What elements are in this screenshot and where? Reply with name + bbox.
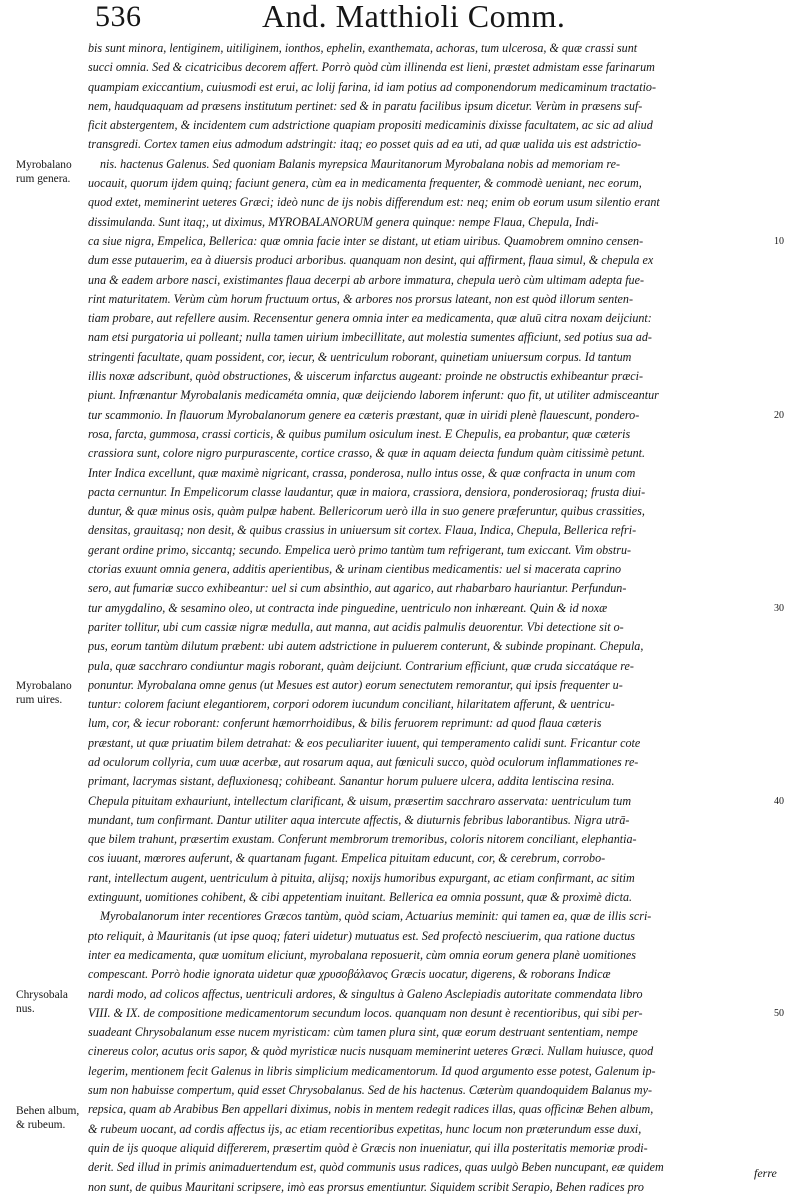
text-line: sum non habuisse compertum, quid esset Chrysobalanus. Sed de his hactenus. Cæterùm quandoquidem Balanus my-	[88, 1083, 652, 1098]
text-line: duntur, & quæ minus osis, quàm pulpæ habent. Bellericorum uerò illa in suo genere præferuntur, quibus crassities,	[88, 504, 645, 519]
text-line: extinguunt, uomitiones cohibent, & cibi appetentiam inuitant. Bellerica ea omnia possunt, quæ & proximè dicta.	[88, 890, 633, 905]
text-line: ad oculorum collyria, cum uuæ acerbæ, aut rosarum aqua, aut fœniculi succo, quòd oculorum inflammationes re-	[88, 754, 639, 769]
text-line: tur amygdalino, & sesamino oleo, ut contracta inde pinguedine, uentriculo non inhæreant. Quin & id noxæ	[88, 600, 608, 615]
text-line: mundant, tum confirmant. Dantur utiliter aqua intercute affectis, & diuturnis febribus laborantibus. Nigra utrā-	[88, 812, 630, 827]
text-line: piunt. Infrænantur Myrobalanis medicaméta omnia, quæ deijciendo laborem inferunt: quo fit, ut utiliter admisceantur	[88, 388, 659, 403]
text-line: illis noxæ adscribunt, quòd obstructiones, & uiscerum infarctus augeant: proinde ne obstructis exhibeantur præci-	[88, 369, 644, 384]
text-line: & rubeum uocant, ad cordis affectus ijs, ac etiam recentioribus expetitas, hunc locum non præterundum esse duxi,	[88, 1121, 642, 1136]
text-line: pto reliquit, à Mauritanis (ut ipse quoq; fateri uidetur) mutuatus est. Sed profectò nesciuerim, qua ratione ductus	[88, 928, 635, 943]
side-note: Chrysobala nus.	[16, 988, 68, 1015]
text-line: repsica, quam ab Arabibus Ben appellari diximus, nobis in mentem redegit radices illas, quas officinæ Behen album,	[88, 1102, 654, 1117]
text-line: gerant ordine primo, siccantq; secundo. Empelica uerò primo tantùm tum refrigerant, tum exiccant. Vim obstru-	[88, 542, 632, 557]
text-line: nam etsi purgatoria ui polleant; nulla tamen uirium imbecillitate, aut molestia sumentes afficiunt, sed potius sua ad-	[88, 330, 652, 345]
text-line: ctorias exuunt omnia genera, additis aperientibus, & urinam cientibus medicamentis: uel si macerata caprino	[88, 562, 622, 577]
margin-line-number: 40	[774, 795, 784, 807]
text-line: nis. hactenus Galenus. Sed quoniam Balanis myrepsica Mauritanorum Myrobalana nobis ad memoriam re-	[100, 156, 620, 171]
text-line: præstant, ut quæ priuatim bilem detrahat: & eos peculiariter iuuent, qui temperamento calidi sunt. Fricantur cote	[88, 735, 641, 750]
margin-line-number: 30	[774, 602, 784, 614]
text-line: quin de ijs quoque aliquid differerem, præsertim quòd è Græcis non inueniatur, qui illa posteritatis memoriæ prodi-	[88, 1140, 648, 1155]
text-line: rosa, farcta, gummosa, crassi corticis, & quibus pumilum osiculum inest. E Chepulis, ea probantur, quæ cæteris	[88, 426, 631, 441]
text-line: tuntur: colorem faciunt elegantiorem, corpori odorem iucundum conciliant, hilaritatem afferunt, & uentricu-	[88, 697, 615, 712]
running-head: And. Matthioli Comm.	[262, 0, 566, 34]
text-line: ca siue nigra, Empelica, Bellerica: quæ omnia facie inter se distant, ut etiam uiribus. Quamobrem omnino censen-	[88, 233, 644, 248]
body-text	[88, 39, 768, 1197]
text-line: stringenti facultate, quam possident, cor, iecur, & uentriculum roborant, quinetiam uniuersum corpus. Id tantum	[88, 349, 632, 364]
side-note: Behen album, & rubeum.	[16, 1104, 80, 1131]
margin-line-number: 10	[774, 236, 784, 247]
text-line: succi omnia. Sed & cicatricibus decorem affert. Porrò quòd cùm illinenda est lieni, præstet admistam esse farinarum	[88, 60, 655, 75]
text-line: non sunt, de quibus Mauritani scripsere, imò eas prorsus ementiuntur. Siquidem scribit Serapio, Behen radices pro	[88, 1179, 644, 1194]
text-line: Inter Indica excellunt, quæ maximè nigricant, crassa, ponderosa, nullo intus osse, & quæ confracta in unum com	[88, 465, 636, 480]
text-line: quampiam exiccantium, cuiusmodi est erui, ac lolij farina, id iam potius ad componendorum medicaminum tractatio-	[88, 79, 657, 94]
text-line: primant, lacrymas sistant, defluxionesq; cohibeant. Sanantur horum puluere ulcera, addita lentiscina resina.	[88, 774, 615, 789]
text-line: crassiora sunt, colore nigro purpurascente, cortice crasso, & quæ in aquam deiecta fundum quàm citissimè petunt.	[88, 446, 646, 461]
text-line: tiam probare, aut refellere ausim. Recensentur genera omnia inter ea medicamenta, quæ aluū citra noxam deijciunt:	[88, 311, 652, 326]
text-line: cos iuuant, mœrores auferunt, & quartanam fugant. Empelica pituitam educunt, cor, & cerebrum, corrobo-	[88, 851, 606, 866]
side-note: Myrobalano rum uires.	[16, 679, 72, 706]
text-line: rint maturitatem. Verùm cùm horum fructuum ortus, & arbores nos prorsus lateant, non est quòd illorum senten-	[88, 291, 633, 306]
text-line: bis sunt minora, lentiginem, uitiliginem, ionthos, ephelin, exanthemata, achoras, tum ulcerosa, & quæ crassi sunt	[88, 41, 638, 55]
margin-line-number: 20	[774, 409, 784, 421]
text-line: pus, eorum tantùm dilutum præbent: ubi autem adstrictione in puluerem conterunt, & subinde propinant. Chepula,	[88, 639, 644, 654]
text-line: nem, haudquaquam ad præsens institutum pertinet: sed & in paratu facilibus ipsum dicetur. Verùm in præsens suf-	[88, 98, 643, 113]
page-number: 536	[95, 0, 142, 33]
text-line: cinereus color, acutus oris sapor, & quòd myristicæ nucis nusquam meminerint ueteres Græci. Nullam huiusce, quod	[88, 1044, 654, 1059]
text-line: derit. Sed illud in primis animaduertendum est, quòd communis usus radices, quas uulgò Beben nuncupant, eæ quidem	[88, 1160, 664, 1175]
text-line: pariter tollitur, ubi cum cassiæ nigræ medulla, aut manna, aut acidis palmulis deuorentur. Vbi detectione sit o-	[88, 619, 624, 634]
text-line: una & eadem arbore nasci, existimantes flaua decerpi ab arbore immatura, chepula uerò cùm ultimam adepta fue-	[88, 272, 644, 287]
text-line: uocauit, quorum ijdem quinq; faciunt genera, cùm ea in medicamenta frequenter, & commodè ueniant, nec eorum,	[88, 176, 642, 191]
text-line: transgredi. Cortex tamen eius admodum adstringit: itaq; eo posset quis ad ea uti, ad quæ ualida uis est adstrictio-	[88, 137, 642, 152]
text-line: lum, cor, & iecur roborant: conferunt hæmorrhoidibus, & bilis feruorem reprimunt: ad quod flaua cæteris	[88, 716, 602, 731]
text-line: suadeant Chrysobalanum esse nucem myristicam: cùm tamen plura sint, quæ eorum destruant sententiam, nempe	[88, 1025, 638, 1040]
text-line: sero, aut fumariæ succo exhibeantur: uel si cum absinthio, aut agarico, aut rhabarbaro hauriantur. Perfundun-	[88, 581, 627, 596]
text-line: densitas, grauitasq; non desit, & quibus crassius in uniuersum sit cortex. Flaua, Indica, Chepula, Bellerica refri-	[88, 523, 637, 538]
catch-word: ferre	[754, 1166, 777, 1180]
text-line: legerim, mentionem fecit Galenus in libris simplicium medicamentorum. Id quod argumento esse potest, Galenum ip-	[88, 1063, 656, 1078]
text-line: Chepula pituitam exhauriunt, intellectum clarificant, & uisum, præsertim sacchraro asservata: uentriculum tum	[88, 793, 632, 808]
text-line: dum esse putauerim, ea à diuersis produci arboribus. quanquam non desint, qui affirment, flaua simul, & chepula ex	[88, 253, 654, 268]
text-line: quod extet, meminerint ueteres Græci; ideò nunc de ijs nobis differendum est: neq; enim ob eorum usum silentio erant	[88, 195, 660, 210]
margin-line-number: 50	[774, 1008, 784, 1019]
text-line: rant, intellectum augent, uentriculum à pituita, alijsq; noxijs humoribus expurgant, ac etiam confirmant, ac sitim	[88, 870, 635, 885]
text-line: VIII. & IX. de compositione medicamentorum secundum locos. quanquam non desunt è recentioribus, qui sibi per-	[88, 1005, 643, 1020]
text-line: ponuntur. Myrobalana omne genus (ut Mesues est autor) eorum senectutem remorantur, qui ipsis frequenter u-	[88, 677, 623, 692]
side-note: Myrobalano rum genera.	[16, 158, 72, 185]
text-line: Myrobalanorum inter recentiores Græcos tantùm, quòd sciam, Actuarius meminit: qui tamen ea, quæ de illis scri-	[100, 909, 652, 924]
text-line: dissimulanda. Sunt itaq;, ut diximus, MYROBALANORUM genera quinque: nempe Flaua, Chepula, Indi-	[88, 214, 599, 229]
text-line: inter ea medicamenta, quæ uomitum eliciunt, myrobalana reposuerit, cùm omnia eorum genera planè uomitiones	[88, 947, 636, 962]
text-line: que bilem trahunt, præsertim exustam. Conferunt membrorum tremoribus, coloris nitorem conciliant, elephantia-	[88, 832, 637, 847]
text-line: tur scammonio. In flauorum Myrobalanorum genere ea cæteris præstant, quæ in uiridi plenè flauescunt, pondero-	[88, 407, 640, 422]
text-line: pula, quæ sacchraro condiuntur magis roborant, quàm deijciunt. Contrarium efficiunt, quæ cruda siccatáque re-	[88, 658, 634, 673]
text-line: nardi modo, ad colicos affectus, uentriculi ardores, & singultus à Galeno Asclepiadis autoritate commendata libro	[88, 986, 643, 1001]
text-line: compescant. Porrò hodie ignorata uidetur quæ χρυσοβάλανος Græcis uocatur, digerens, & roborans Indicæ	[88, 967, 611, 982]
text-line: pacta cernuntur. In Empelicorum classe laudantur, quæ in maiora, crassiora, densiora, ponderosioraq; frusta diui-	[88, 484, 646, 499]
text-line: ficit abstergentem, & incidentem cum adstrictione quapiam propositi medicaminis dixisse facultatem, ac sic ad aliud	[88, 118, 653, 133]
